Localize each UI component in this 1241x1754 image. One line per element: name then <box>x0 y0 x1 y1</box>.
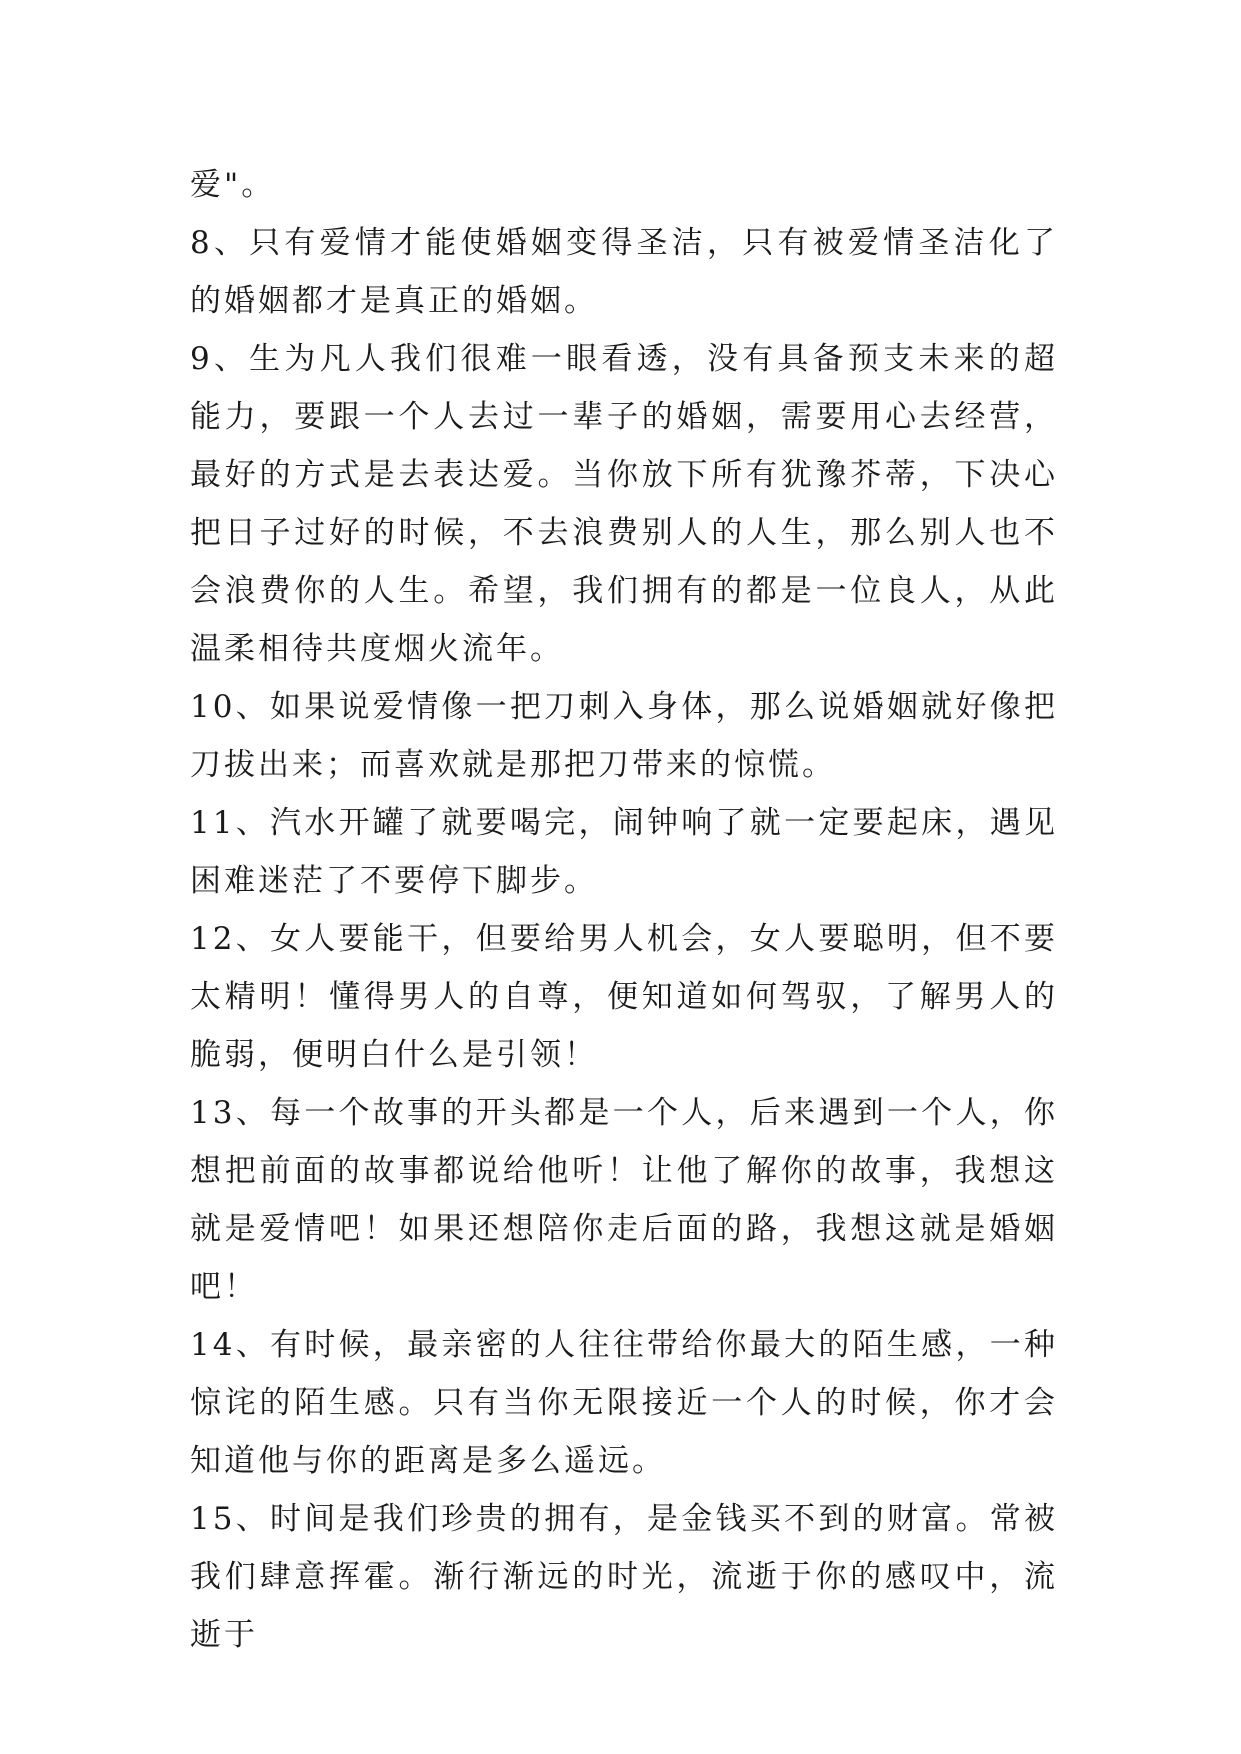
paragraph-item-13: 13、每一个故事的开头都是一个人，后来遇到一个人，你想把前面的故事都说给他听！让他了解你的故事，我想这就是爱情吧！如果还想陪你走后面的路，我想这就是婚姻吧！ <box>190 1095 1058 1305</box>
document-body <box>190 156 1058 1664</box>
paragraph-item-9: 9、生为凡人我们很难一眼看透，没有具备预支未来的超能力，要跟一个人去过一辈子的婚姻，需要用心去经营，最好的方式是去表达爱。当你放下所有犹豫芥蒂，下决心把日子过好的时候，不去浪费别人的人生，那么别人也不会浪费你的人生。希望，我们拥有的都是一位良人，从此温柔相待共度烟火流年。 <box>190 341 1058 667</box>
paragraph-item-15: 15、时间是我们珍贵的拥有，是金钱买不到的财富。常被我们肆意挥霍。渐行渐远的时光，流逝于你的感叹中，流逝于 <box>190 1501 1058 1653</box>
paragraph-item-11: 11、汽水开罐了就要喝完，闹钟响了就一定要起床，遇见困难迷茫了不要停下脚步。 <box>190 805 1058 899</box>
paragraph-item-10: 10、如果说爱情像一把刀刺入身体，那么说婚姻就好像把刀拔出来；而喜欢就是那把刀带来的惊慌。 <box>190 689 1058 783</box>
paragraph-item-12: 12、女人要能干，但要给男人机会，女人要聪明，但不要太精明！懂得男人的自尊，便知道如何驾驭，了解男人的脆弱，便明白什么是引领！ <box>190 921 1058 1073</box>
paragraph-item-14: 14、有时候，最亲密的人往往带给你最大的陌生感，一种惊诧的陌生感。只有当你无限接近一个人的时候，你才会知道他与你的距离是多么遥远。 <box>190 1327 1058 1479</box>
paragraph-item-8: 8、只有爱情才能使婚姻变得圣洁，只有被爱情圣洁化了的婚姻都才是真正的婚姻。 <box>190 225 1058 319</box>
paragraph-fragment: 爱"。 <box>190 167 276 203</box>
